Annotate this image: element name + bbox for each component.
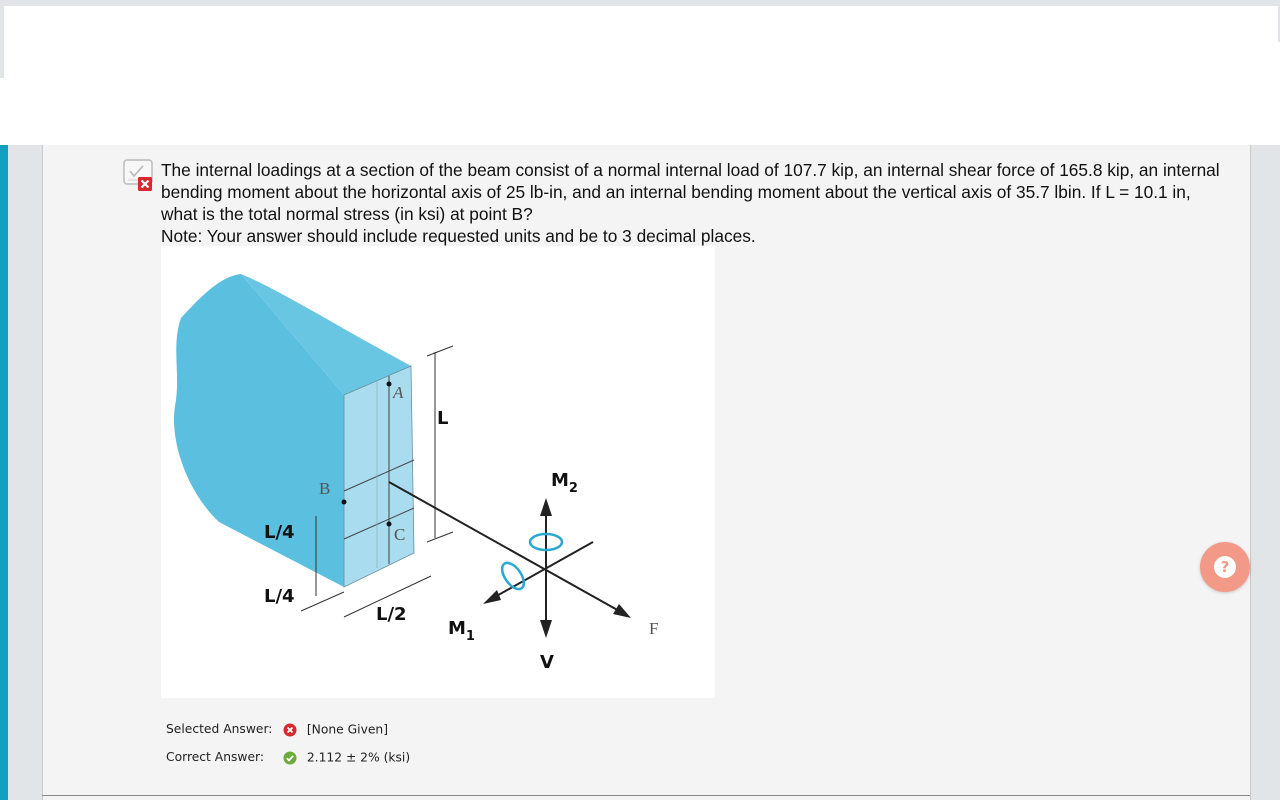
label-a: A — [393, 383, 404, 402]
bottom-divider — [42, 795, 1250, 796]
incorrect-circle-icon — [283, 723, 297, 737]
svg-text:?: ? — [1220, 558, 1230, 576]
correct-answer-value: 2.112 ± 2% (ksi) — [306, 750, 411, 765]
label-f: F — [649, 619, 659, 638]
label-b: B — [319, 479, 331, 498]
selected-answer-value: [None Given] — [306, 722, 389, 737]
correct-answer-row — [166, 750, 410, 765]
beam-figure — [161, 246, 715, 698]
selected-answer-row — [166, 722, 388, 737]
label-l: L — [437, 408, 449, 429]
label-m2: $M_2$ — [551, 470, 578, 496]
moment-m2-arrow — [540, 498, 552, 516]
point-b-marker — [342, 500, 347, 505]
label-l4-bottom: L/4 — [264, 586, 295, 607]
shear-v-arrow — [540, 620, 552, 638]
label-c: C — [394, 525, 406, 544]
question-body: The internal loadings at a section of the beam consist of a normal internal load of 107.7 kip, an internal shear force of 165.8 kip, an internal bending moment about the horizontal axis of 25 lb-in, and an internal bending moment about the vertical axis of 35.7 lbin. If L = 10.1 in, what is the total normal stress (in ksi) at point B? — [161, 160, 1220, 224]
correct-check-icon — [283, 751, 297, 765]
incorrect-x-icon — [123, 159, 157, 193]
question-mark-icon — [1213, 555, 1237, 579]
label-l2: L/2 — [376, 604, 407, 625]
question-text — [161, 159, 1231, 247]
selected-answer-label: Selected Answer: — [166, 722, 273, 736]
moment-m1-arrow — [483, 590, 501, 604]
header-area — [0, 42, 1280, 145]
left-accent-bar — [0, 78, 8, 800]
help-button[interactable] — [1200, 542, 1250, 592]
beam-section-face — [344, 366, 414, 587]
point-a-marker — [387, 382, 392, 387]
label-m1: $M_1$ — [448, 618, 475, 644]
top-bar — [4, 6, 1278, 42]
correct-answer-label: Correct Answer: — [166, 750, 265, 764]
label-v: V — [540, 652, 554, 673]
force-f-arrow — [613, 604, 631, 618]
point-c-marker — [387, 522, 392, 527]
beam-diagram — [161, 246, 715, 698]
label-l4-top: L/4 — [264, 522, 295, 543]
question-note: Note: Your answer should include requested units and be to 3 decimal places. — [161, 226, 756, 246]
